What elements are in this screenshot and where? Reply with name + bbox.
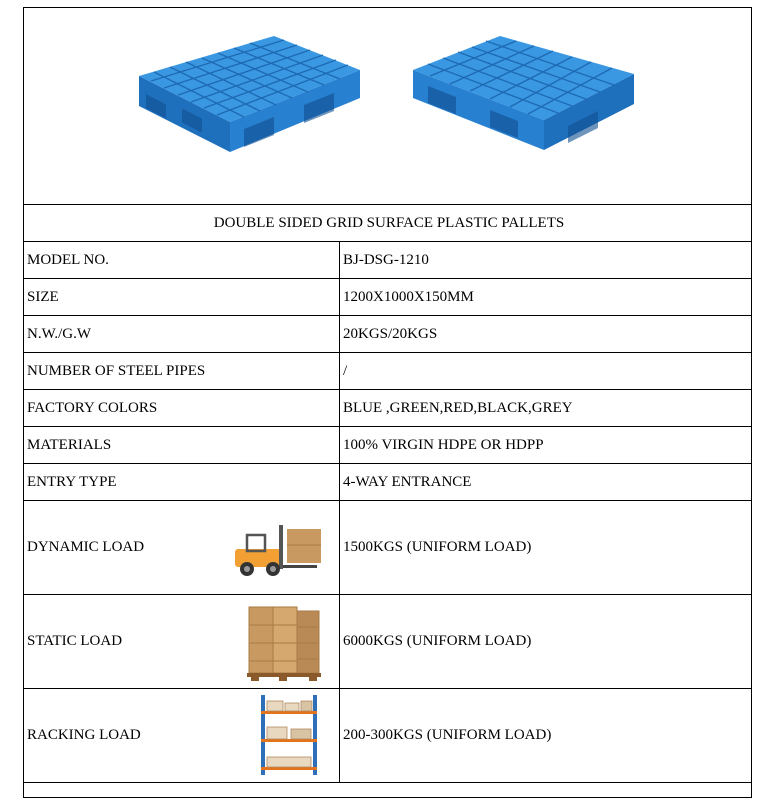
spec-value: BLUE ,GREEN,RED,BLACK,GREY bbox=[340, 390, 752, 427]
spec-sheet bbox=[23, 7, 751, 798]
spec-table bbox=[23, 7, 752, 798]
spec-row bbox=[24, 427, 752, 464]
spec-value: 20KGS/20KGS bbox=[340, 316, 752, 353]
load-label: DYNAMIC LOAD bbox=[27, 539, 145, 555]
spec-row bbox=[24, 353, 752, 390]
load-row-racking bbox=[24, 689, 752, 783]
spec-value: / bbox=[340, 353, 752, 390]
title-row bbox=[24, 205, 752, 242]
image-row bbox=[24, 8, 752, 205]
stacked-boxes-icon bbox=[245, 601, 325, 683]
load-label-cell bbox=[24, 595, 340, 689]
load-value: 6000KGS (UNIFORM LOAD) bbox=[340, 595, 752, 689]
page-title: DOUBLE SIDED GRID SURFACE PLASTIC PALLETS bbox=[24, 205, 752, 242]
product-images bbox=[24, 8, 752, 205]
spec-row bbox=[24, 390, 752, 427]
table-bottom-row bbox=[24, 783, 752, 798]
spec-value: 1200X1000X150MM bbox=[340, 279, 752, 316]
spec-value: BJ-DSG-1210 bbox=[340, 242, 752, 279]
load-value: 200-300KGS (UNIFORM LOAD) bbox=[340, 689, 752, 783]
storage-rack-icon bbox=[255, 693, 325, 777]
spec-label: ENTRY TYPE bbox=[24, 464, 340, 501]
empty-cell bbox=[24, 783, 752, 798]
load-row-static bbox=[24, 595, 752, 689]
load-value: 1500KGS (UNIFORM LOAD) bbox=[340, 501, 752, 595]
spec-row bbox=[24, 316, 752, 353]
load-label: STATIC LOAD bbox=[27, 633, 123, 649]
spec-row bbox=[24, 242, 752, 279]
load-label-cell bbox=[24, 501, 340, 595]
load-label-cell bbox=[24, 689, 340, 783]
spec-value: 4-WAY ENTRANCE bbox=[340, 464, 752, 501]
load-row-dynamic bbox=[24, 501, 752, 595]
spec-label: N.W./G.W bbox=[24, 316, 340, 353]
forklift-icon bbox=[233, 521, 325, 579]
spec-label: SIZE bbox=[24, 279, 340, 316]
spec-label: MODEL NO. bbox=[24, 242, 340, 279]
spec-label: FACTORY COLORS bbox=[24, 390, 340, 427]
plastic-pallet-image bbox=[134, 34, 364, 174]
spec-value: 100% VIRGIN HDPE OR HDPP bbox=[340, 427, 752, 464]
spec-label: MATERIALS bbox=[24, 427, 340, 464]
plastic-pallet-image bbox=[408, 34, 638, 174]
load-label: RACKING LOAD bbox=[27, 727, 141, 743]
spec-row bbox=[24, 464, 752, 501]
spec-row bbox=[24, 279, 752, 316]
spec-label: NUMBER OF STEEL PIPES bbox=[24, 353, 340, 390]
